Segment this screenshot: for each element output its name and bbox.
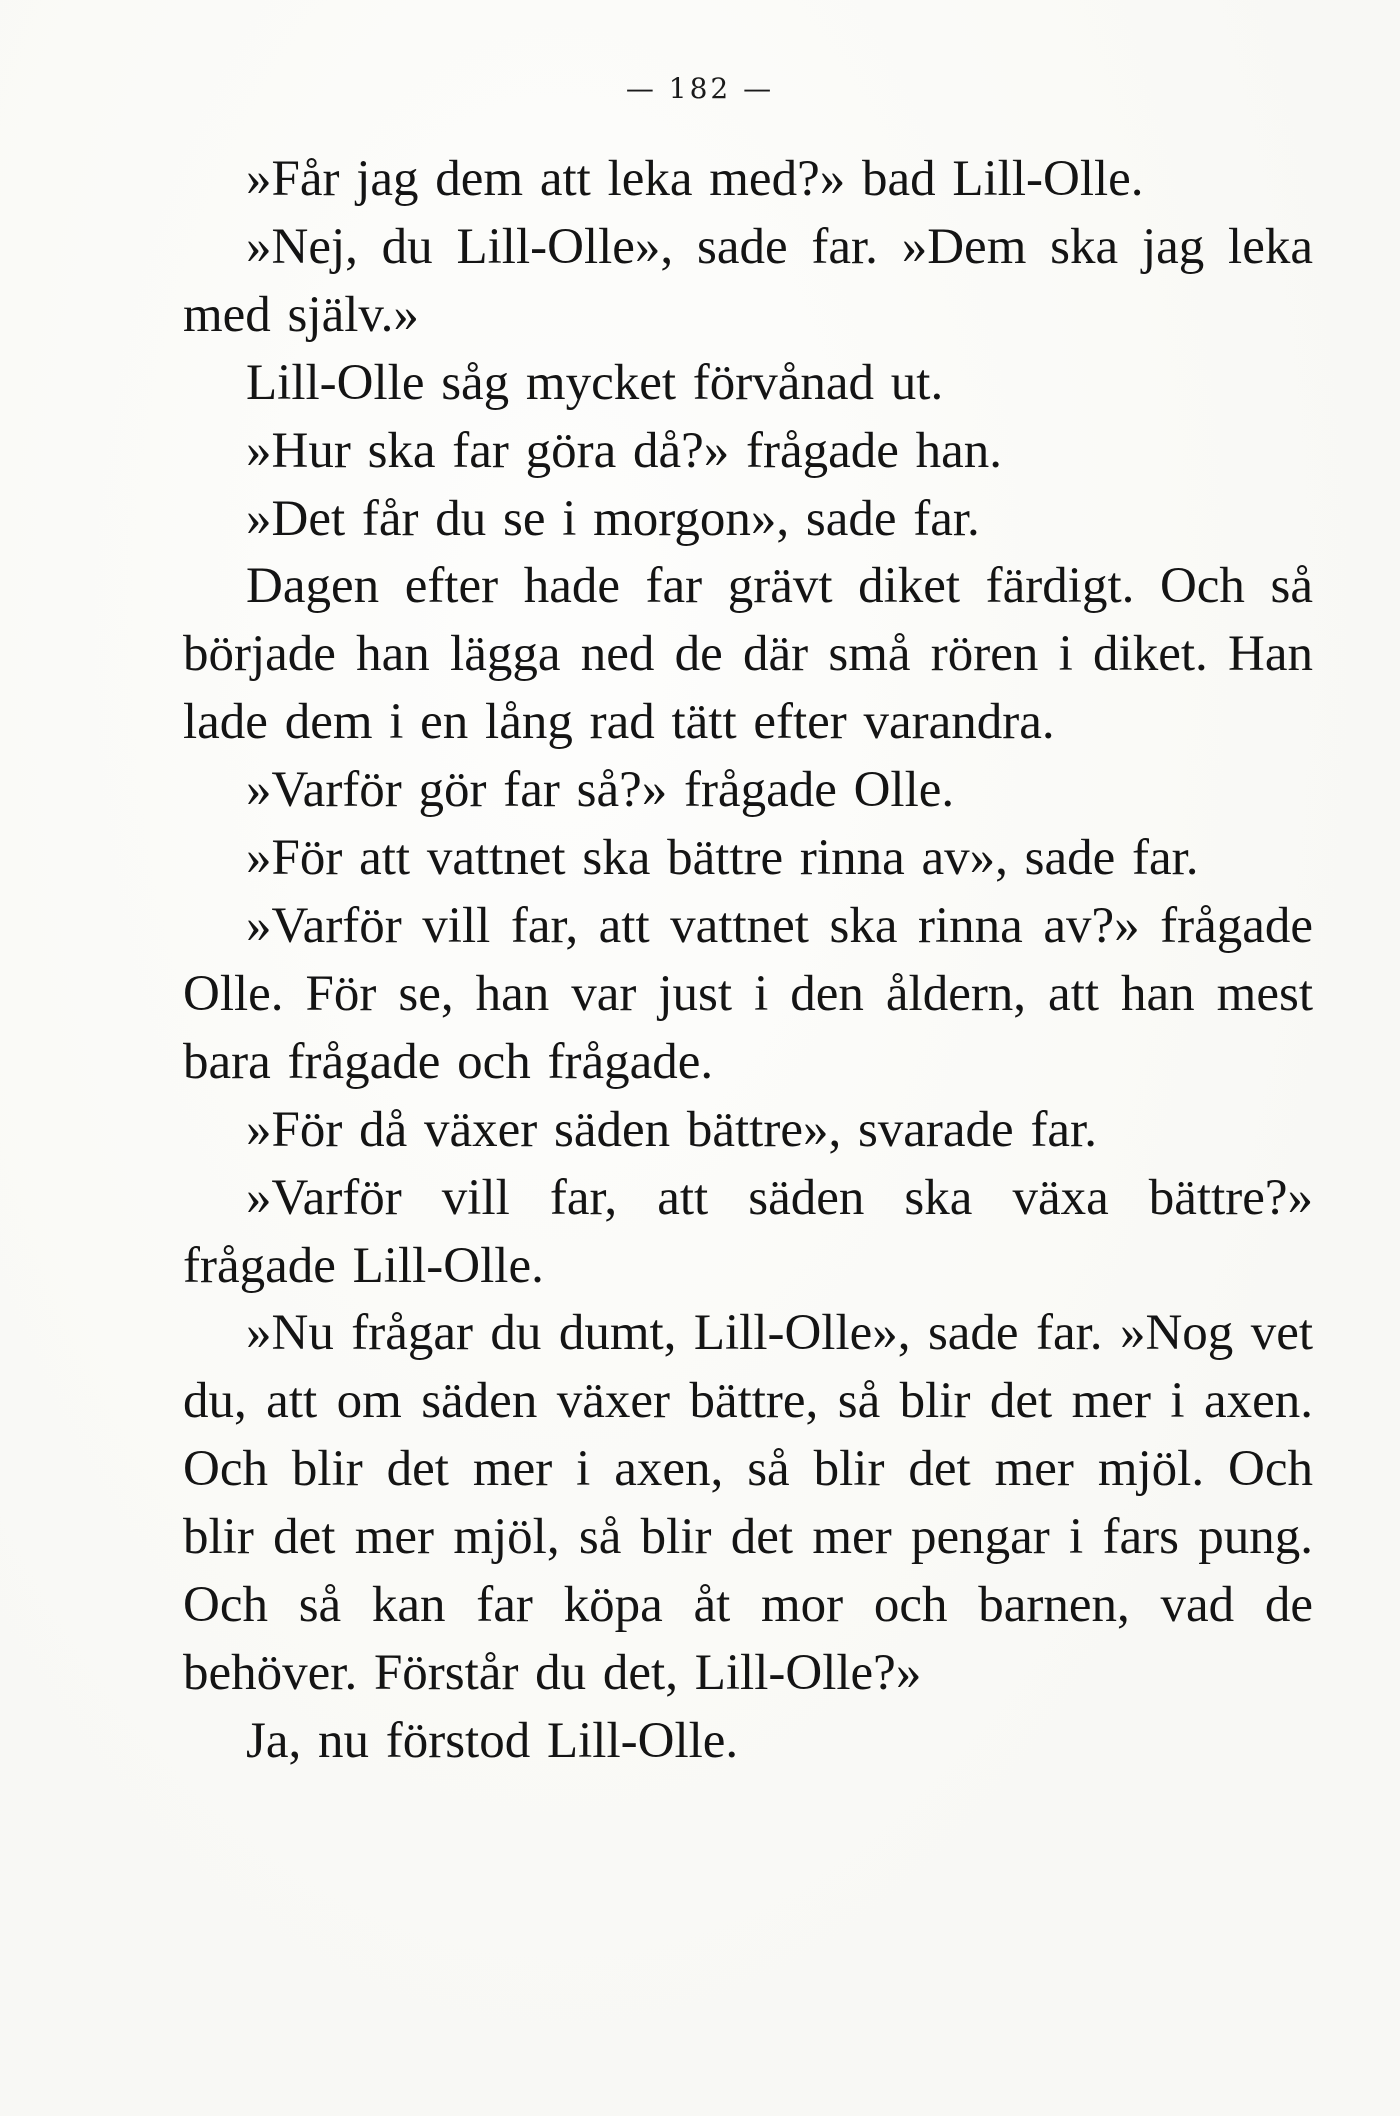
paragraph: »Varför gör far så?» frågade Olle.: [246, 762, 955, 819]
page-number: — 182 —: [625, 72, 775, 105]
paragraph: »Hur ska far göra då?» frågade han.: [246, 422, 1003, 479]
paragraph: Lill-Olle såg mycket förvånad ut.: [246, 354, 944, 411]
paragraph: Ja, nu förstod Lill-Olle.: [246, 1712, 739, 1769]
paragraph: »Varför vill far, att vattnet ska rinna av?» frågade Olle. För se, han var just i den åldern, att han mest bara frågade och frågade.: [183, 897, 1313, 1090]
paragraph: »Det får du se i morgon», sade far.: [246, 490, 980, 547]
paragraph: »Varför vill far, att säden ska växa bättre?» frågade Lill-Olle.: [183, 1169, 1313, 1294]
paragraph: »Nu frågar du dumt, Lill-Olle», sade far. »Nog vet du, att om säden växer bättre, så blir det mer i axen. Och blir det mer i axen, så blir det mer mjöl. Och blir det mer mjöl, så blir det mer pengar i fars pung. Och så kan far köpa åt mor och barnen, vad de behöver. Förstår du det, Lill-Olle?»: [183, 1305, 1313, 1701]
paragraph: »För då växer säden bättre», svarade far.: [246, 1101, 1097, 1158]
body-text: [183, 146, 1313, 1776]
paragraph: »Får jag dem att leka med?» bad Lill-Olle.: [246, 151, 1144, 207]
paragraph: Dagen efter hade far grävt diket färdigt. Och så började han lägga ned de där små rören i diket. Han lade dem i en lång rad tätt efter varandra.: [183, 558, 1313, 751]
paragraph: »Nej, du Lill-Olle», sade far. »Dem ska jag leka med själv.»: [183, 218, 1313, 343]
paragraph: »För att vattnet ska bättre rinna av», sade far.: [246, 830, 1199, 887]
